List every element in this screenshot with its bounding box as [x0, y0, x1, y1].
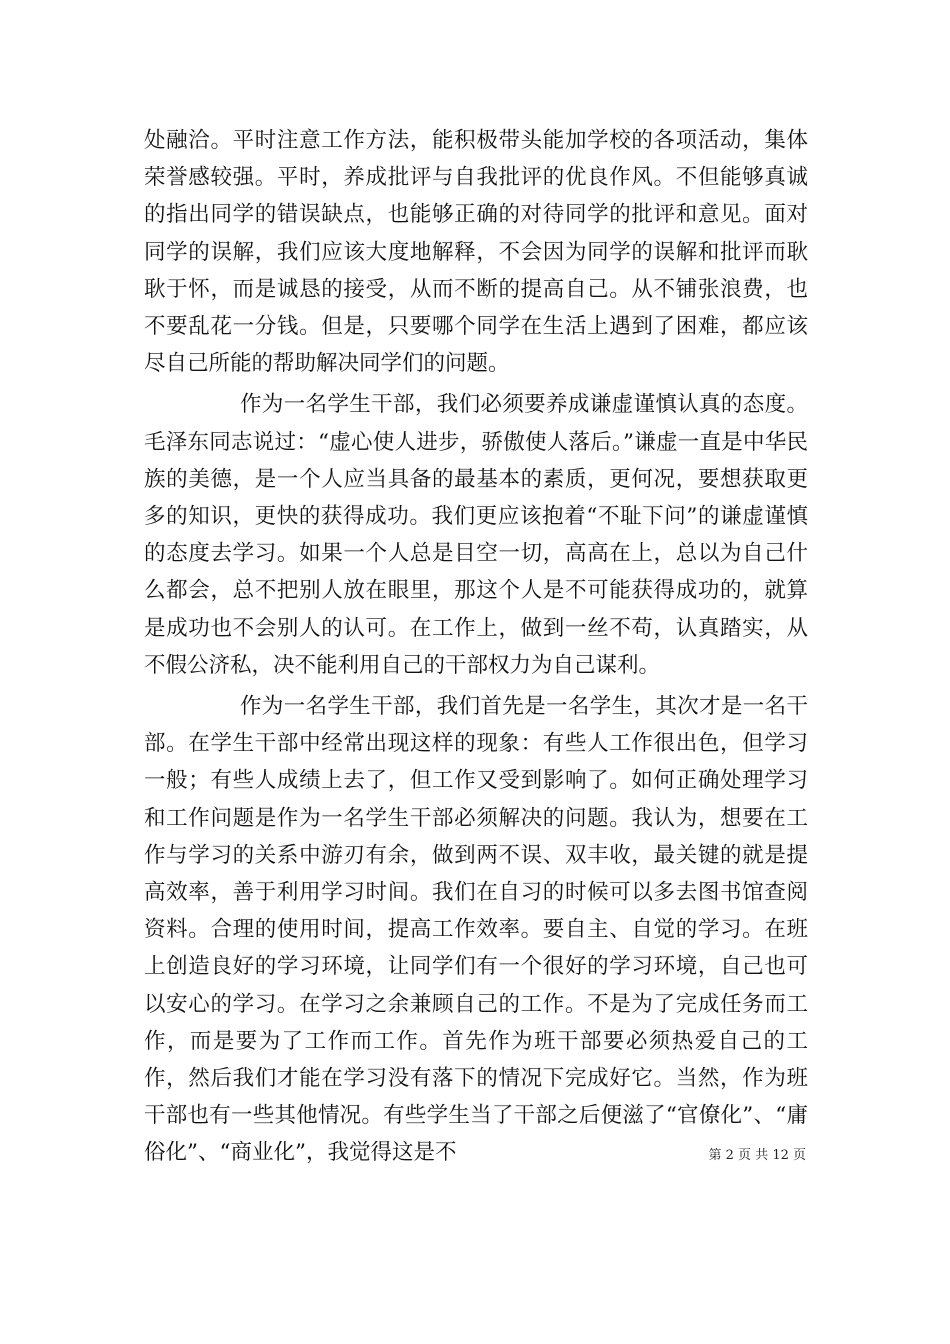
page-number-footer: 第 2 页 共 12 页	[708, 1148, 806, 1163]
paragraph-humility: 作为一名学生干部，我们必须要养成谦虚谨慎认真的态度。毛泽东同志说过：“虚心使人进步，骄傲使人落后。”谦虚一直是中华民族的美德，是一个人应当具备的最基本的素质，更何况，要想获取更多的知识，更快的获得成功。我们更应该抱着“不耻下问”的谦虚谨慎的态度去学习。如果一个人总是目空一切，高高在上，总以为自己什么都会，总不把别人放在眼里，那这个人是不可能获得成功的，就算是成功也不会别人的认可。在工作上，做到一丝不苟，认真踏实，从不假公济私，决不能利用自己的干部权力为自己谋利。	[144, 392, 808, 678]
paragraph-continuation: 处融洽。平时注意工作方法，能积极带头能加学校的各项活动，集体荣誉感较强。平时，养成批评与自我批评的优良作风。不但能够真诚的指出同学的错误缺点，也能够正确的对待同学的批评和意见。面对同学的误解，我们应该大度地解释，不会因为同学的误解和批评而耿耿于怀，而是诚恳的接受，从而不断的提高自己。从不铺张浪费，也不要乱花一分钱。但是，只要哪个同学在生活上遇到了困难，都应该尽自己所能的帮助解决同学们的问题。	[144, 128, 808, 377]
paragraph-study-and-work: 作为一名学生干部，我们首先是一名学生，其次才是一名干部。在学生干部中经常出现这样的现象：有些人工作很出色，但学习一般；有些人成绩上去了，但工作又受到影响了。如何正确处理学习和工作问题是作为一名学生干部必须解决的问题。我认为，想要在工作与学习的关系中游刃有余，做到两不误、双丰收，最关键的就是提高效率，善于利用学习时间。我们在自习的时候可以多去图书馆查阅资料。合理的使用时间，提高工作效率。要自主、自觉的学习。在班上创造良好的学习环境，让同学们有一个很好的学习环境，自己也可以安心的学习。在学习之余兼顾自己的工作。不是为了完成任务而工作，而是要为了工作而工作。首先作为班干部要必须热爱自己的工作，然后我们才能在学习没有落下的情况下完成好它。当然，作为班干部也有一些其他情况。有些学生当了干部之后便滋了“官僚化”、“庸俗化”、“商业化”，我觉得这是不	[144, 694, 808, 1166]
document-body	[144, 122, 808, 1172]
